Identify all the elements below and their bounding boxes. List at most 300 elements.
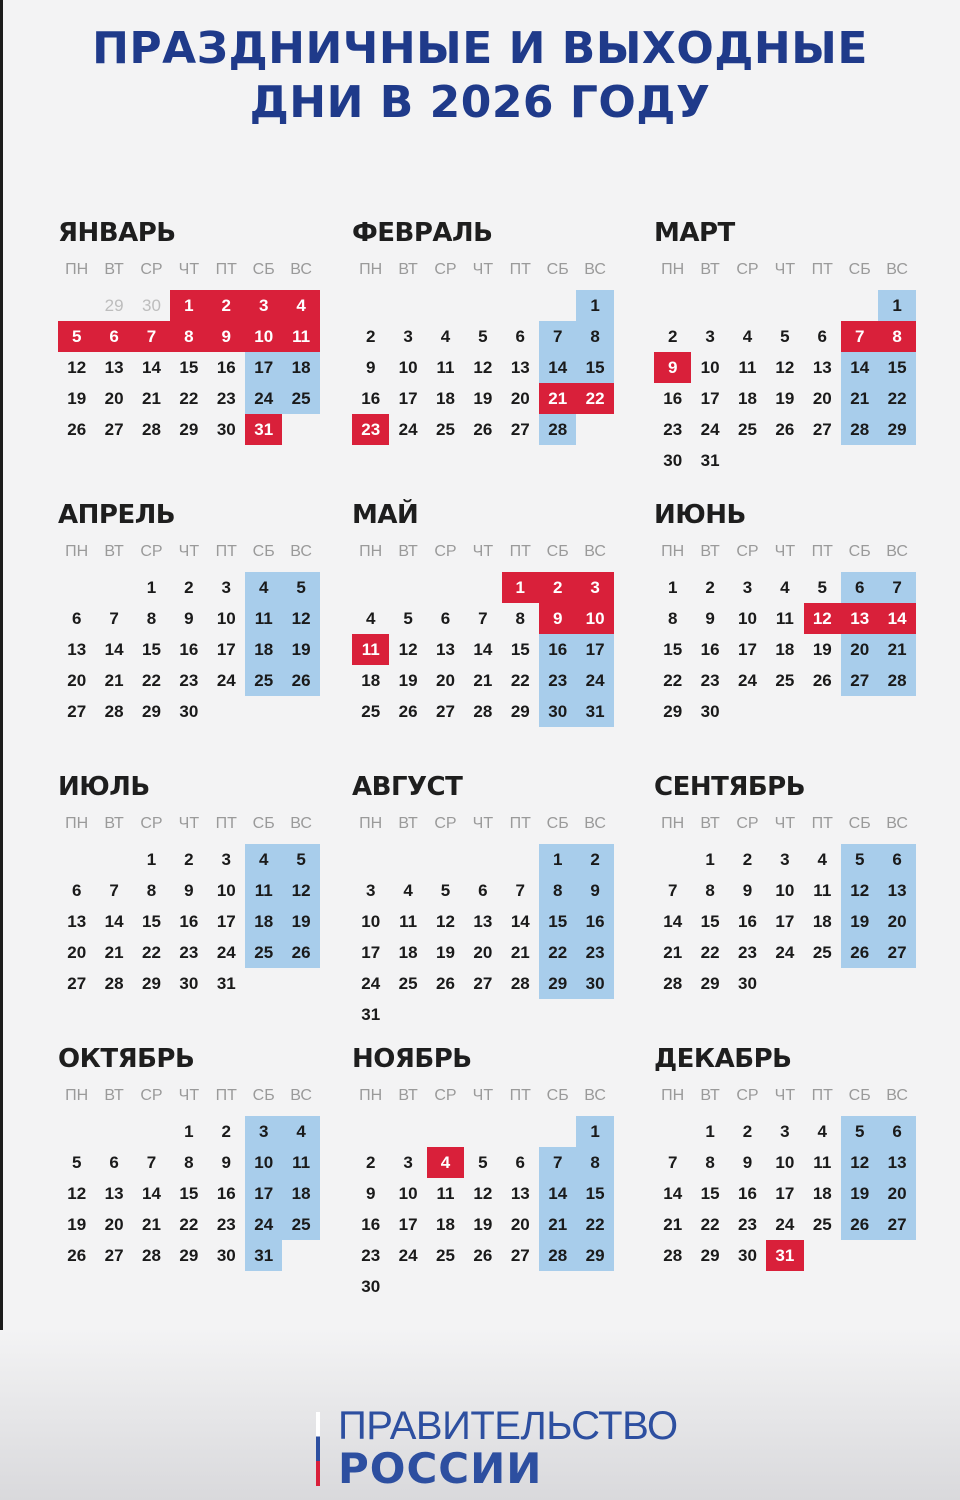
day: 19	[67, 1215, 87, 1234]
day: 21	[663, 943, 683, 962]
page-title	[0, 22, 960, 130]
day: 22	[663, 671, 683, 690]
day: 10	[398, 358, 418, 377]
day: 21	[104, 671, 124, 690]
day: 21	[473, 671, 493, 690]
day: 14	[473, 640, 493, 659]
day: 29	[663, 702, 683, 721]
weekend-day: 22	[878, 383, 915, 414]
weekend-day: 10	[245, 1147, 282, 1178]
weekday-label: ВС	[886, 1087, 908, 1104]
weekend-day: 26	[282, 937, 319, 968]
day: 31	[700, 451, 720, 470]
day: 16	[738, 1184, 757, 1203]
weekend-day: 8	[576, 1147, 613, 1178]
day: 23	[179, 943, 199, 962]
day: 21	[104, 943, 124, 962]
day: 29	[142, 702, 161, 721]
weekday-label: ПТ	[215, 261, 237, 278]
day: 24	[216, 671, 236, 690]
day: 18	[738, 389, 757, 408]
holiday-day: 9	[208, 321, 245, 352]
day: 3	[221, 578, 232, 597]
day: 9	[184, 881, 194, 900]
day: 15	[142, 912, 161, 931]
day: 28	[663, 974, 683, 993]
month-name: МАРТ	[654, 218, 735, 248]
day: 20	[67, 943, 87, 962]
holiday-day: 5	[58, 321, 95, 352]
weekday-label: ВС	[584, 261, 606, 278]
day: 11	[436, 1184, 455, 1203]
weekday-label: СР	[736, 543, 759, 560]
weekend-day: 25	[245, 937, 282, 968]
day: 25	[812, 943, 832, 962]
weekday-label: ПТ	[215, 1087, 237, 1104]
day: 1	[146, 578, 157, 597]
day: 16	[361, 389, 381, 408]
day: 30	[738, 1246, 757, 1265]
holiday-day: 8	[170, 321, 207, 352]
weekend-day: 12	[282, 875, 319, 906]
day: 7	[478, 609, 488, 628]
weekday-label: СБ	[252, 543, 275, 560]
holiday-day: 10	[576, 603, 613, 634]
weekday-label: ВС	[290, 1087, 312, 1104]
day: 15	[179, 1184, 199, 1203]
day: 14	[663, 1184, 683, 1203]
weekend-day: 24	[576, 665, 613, 696]
holiday-day: 9	[539, 603, 576, 634]
day: 14	[510, 912, 530, 931]
day: 4	[365, 609, 376, 628]
holiday-day: 14	[878, 603, 915, 634]
day: 29	[700, 1246, 720, 1265]
day: 26	[812, 671, 832, 690]
weekend-day: 11	[282, 1147, 319, 1178]
day: 20	[510, 389, 530, 408]
weekday-label: ВТ	[104, 543, 124, 560]
weekend-day: 20	[878, 1178, 915, 1209]
day: 28	[473, 702, 493, 721]
day: 19	[775, 389, 795, 408]
weekend-day: 27	[841, 665, 878, 696]
weekend-day: 4	[282, 1116, 319, 1147]
weekday-label: ВТ	[398, 815, 418, 832]
day: 3	[705, 327, 715, 346]
day: 27	[436, 702, 455, 721]
weekday-label: СБ	[252, 1087, 275, 1104]
day: 30	[216, 420, 236, 439]
day: 27	[67, 702, 87, 721]
day: 28	[104, 974, 124, 993]
holiday-day: 1	[502, 572, 539, 603]
weekday-label: СР	[140, 1087, 163, 1104]
day: 2	[184, 850, 194, 869]
day: 10	[775, 881, 795, 900]
weekday-label: СБ	[848, 543, 871, 560]
day: 19	[67, 389, 87, 408]
day: 10	[398, 1184, 418, 1203]
day: 17	[775, 1184, 795, 1203]
day: 29	[142, 974, 161, 993]
weekend-day: 12	[282, 603, 319, 634]
day: 8	[515, 609, 526, 628]
weekend-day: 1	[576, 1116, 613, 1147]
day: 19	[398, 671, 418, 690]
weekend-day: 22	[576, 1209, 613, 1240]
weekday-label: ПТ	[811, 1087, 833, 1104]
weekend-day: 14	[539, 1178, 576, 1209]
day: 3	[403, 327, 413, 346]
weekday-label: СР	[140, 261, 163, 278]
day: 30	[179, 974, 199, 993]
day: 25	[361, 702, 381, 721]
day: 16	[216, 358, 236, 377]
weekend-day: 15	[539, 906, 576, 937]
logo-line-2: РОССИИ	[338, 1444, 543, 1493]
day: 11	[399, 912, 418, 931]
holiday-day: 13	[841, 603, 878, 634]
weekday-label: СБ	[252, 261, 275, 278]
day: 30	[179, 702, 199, 721]
weekday-label: ПН	[359, 1087, 383, 1104]
day: 22	[179, 1215, 199, 1234]
day: 9	[365, 1184, 376, 1203]
day: 6	[515, 1153, 526, 1172]
day: 21	[510, 943, 530, 962]
day: 13	[812, 358, 832, 377]
weekday-label: ВС	[290, 543, 312, 560]
weekend-day: 26	[841, 937, 878, 968]
weekend-day: 23	[539, 665, 576, 696]
day: 2	[365, 1153, 376, 1172]
day: 16	[663, 389, 683, 408]
weekend-day: 15	[576, 1178, 613, 1209]
day: 9	[365, 358, 376, 377]
weekend-day: 11	[245, 875, 282, 906]
day: 28	[142, 420, 161, 439]
day: 18	[398, 943, 418, 962]
weekend-day: 19	[841, 1178, 878, 1209]
weekday-label: ВС	[584, 815, 606, 832]
weekend-day: 15	[576, 352, 613, 383]
day: 17	[216, 640, 236, 659]
weekend-day: 13	[878, 875, 915, 906]
day: 27	[104, 420, 124, 439]
weekday-label: ПТ	[509, 261, 531, 278]
month-name: ОКТЯБРЬ	[58, 1044, 195, 1074]
weekday-label: ВТ	[104, 261, 124, 278]
weekend-day: 27	[878, 1209, 915, 1240]
day: 21	[663, 1215, 683, 1234]
day: 8	[667, 609, 678, 628]
weekend-day: 4	[245, 572, 282, 603]
day: 18	[361, 671, 381, 690]
weekend-day: 18	[245, 634, 282, 665]
weekend-day: 3	[245, 1116, 282, 1147]
day: 13	[473, 912, 493, 931]
day: 12	[775, 358, 795, 377]
weekend-day: 6	[878, 844, 915, 875]
day: 4	[817, 850, 828, 869]
weekend-day: 21	[841, 383, 878, 414]
weekday-label: ЧТ	[774, 261, 796, 278]
weekend-day: 7	[539, 1147, 576, 1178]
weekend-day: 19	[282, 634, 319, 665]
weekday-label: ПТ	[509, 1087, 531, 1104]
weekend-day: 14	[539, 352, 576, 383]
holiday-day: 8	[878, 321, 915, 352]
day: 28	[104, 702, 124, 721]
holiday-day: 22	[576, 383, 613, 414]
day: 5	[780, 327, 790, 346]
day: 6	[817, 327, 828, 346]
title-line-1: ПРАЗДНИЧНЫЕ И ВЫХОДНЫЕ	[92, 23, 868, 74]
day: 22	[179, 389, 199, 408]
weekday-label: СР	[140, 815, 163, 832]
day: 3	[365, 881, 376, 900]
weekday-label: ВТ	[700, 815, 720, 832]
day: 30	[216, 1246, 236, 1265]
day: 6	[109, 1153, 119, 1172]
day: 13	[436, 640, 455, 659]
month-name: НОЯБРЬ	[352, 1044, 472, 1074]
weekend-day: 26	[282, 665, 319, 696]
day: 2	[742, 850, 753, 869]
weekend-day: 21	[878, 634, 915, 665]
day: 3	[403, 1153, 413, 1172]
day: 7	[667, 1153, 678, 1172]
day: 12	[398, 640, 418, 659]
day: 12	[473, 358, 493, 377]
day: 16	[361, 1215, 381, 1234]
day: 26	[775, 420, 795, 439]
weekday-label: СБ	[848, 1087, 871, 1104]
weekday-label: ВТ	[700, 1087, 720, 1104]
weekend-day: 8	[576, 321, 613, 352]
weekday-label: ВТ	[398, 1087, 418, 1104]
day: 9	[184, 609, 194, 628]
holiday-day: 9	[654, 352, 691, 383]
day: 29	[510, 702, 530, 721]
weekday-label: ПН	[661, 815, 685, 832]
day: 29	[179, 1246, 199, 1265]
weekday-label: ЧТ	[178, 543, 200, 560]
weekend-day: 28	[539, 1240, 576, 1271]
weekday-label: ВТ	[398, 543, 418, 560]
day: 12	[67, 358, 87, 377]
month-name: МАЙ	[352, 500, 419, 530]
day: 25	[398, 974, 418, 993]
holiday-day: 3	[245, 290, 282, 321]
day: 9	[705, 609, 715, 628]
day: 18	[812, 1184, 832, 1203]
day: 6	[440, 609, 451, 628]
day: 5	[817, 578, 828, 597]
weekday-label: ПН	[661, 261, 685, 278]
day: 25	[738, 420, 757, 439]
weekday-label: ЧТ	[774, 543, 796, 560]
weekday-label: ВТ	[104, 815, 124, 832]
month-name: ИЮЛЬ	[58, 772, 150, 802]
day: 20	[510, 1215, 530, 1234]
weekday-label: ПН	[65, 261, 89, 278]
day: 12	[436, 912, 455, 931]
day: 19	[473, 1215, 493, 1234]
day: 16	[700, 640, 720, 659]
weekday-label: ПН	[65, 815, 89, 832]
weekday-label: ПН	[661, 1087, 685, 1104]
day: 3	[780, 850, 790, 869]
weekend-day: 21	[539, 1209, 576, 1240]
weekday-label: ЧТ	[472, 1087, 494, 1104]
day: 13	[510, 358, 530, 377]
weekday-label: СБ	[252, 815, 275, 832]
weekday-label: ЧТ	[178, 261, 200, 278]
day: 1	[667, 578, 678, 597]
day: 7	[109, 609, 119, 628]
holiday-day: 21	[539, 383, 576, 414]
day: 17	[361, 943, 381, 962]
day: 2	[705, 578, 715, 597]
day: 14	[663, 912, 683, 931]
day: 18	[436, 389, 455, 408]
day: 22	[510, 671, 530, 690]
day: 6	[515, 327, 526, 346]
day: 8	[146, 609, 157, 628]
day: 13	[104, 1184, 124, 1203]
day: 12	[473, 1184, 493, 1203]
weekday-label: ЧТ	[178, 815, 200, 832]
day: 14	[104, 640, 124, 659]
holiday-day: 3	[576, 572, 613, 603]
prev-month-day: 30	[142, 296, 161, 315]
prev-month-day: 29	[104, 296, 124, 315]
weekday-label: ВС	[886, 261, 908, 278]
day: 11	[813, 881, 832, 900]
day: 9	[742, 1153, 753, 1172]
weekday-label: ПТ	[509, 543, 531, 560]
day: 25	[436, 1246, 455, 1265]
weekday-label: ЧТ	[472, 543, 494, 560]
weekend-day: 30	[576, 968, 613, 999]
weekday-label: СБ	[546, 815, 569, 832]
weekday-label: ПН	[65, 1087, 89, 1104]
month-name: ФЕВРАЛЬ	[352, 218, 493, 248]
weekday-label: ПН	[359, 261, 383, 278]
weekday-label: СБ	[546, 543, 569, 560]
holiday-day: 11	[352, 634, 389, 665]
day: 10	[361, 912, 381, 931]
weekday-label: СБ	[848, 815, 871, 832]
weekday-label: СР	[434, 261, 457, 278]
day: 15	[700, 912, 720, 931]
day: 26	[398, 702, 418, 721]
day: 6	[478, 881, 488, 900]
month-name: АВГУСТ	[352, 772, 463, 802]
weekday-label: ВС	[290, 261, 312, 278]
day: 27	[104, 1246, 124, 1265]
day: 24	[775, 943, 795, 962]
weekday-label: СР	[434, 1087, 457, 1104]
day: 15	[663, 640, 683, 659]
day: 5	[478, 1153, 488, 1172]
day: 26	[67, 1246, 87, 1265]
weekend-day: 6	[841, 572, 878, 603]
weekday-label: ВС	[886, 815, 908, 832]
holiday-day: 2	[208, 290, 245, 321]
day: 7	[146, 1153, 157, 1172]
day: 2	[667, 327, 678, 346]
weekday-label: СР	[736, 1087, 759, 1104]
day: 15	[700, 1184, 720, 1203]
day: 28	[142, 1246, 161, 1265]
day: 7	[667, 881, 678, 900]
weekday-label: ПН	[661, 543, 685, 560]
day: 2	[742, 1122, 753, 1141]
day: 20	[473, 943, 493, 962]
day: 27	[473, 974, 493, 993]
day: 23	[361, 1246, 381, 1265]
weekend-day: 25	[282, 383, 319, 414]
weekend-day: 25	[282, 1209, 319, 1240]
day: 10	[216, 881, 236, 900]
weekend-day: 29	[539, 968, 576, 999]
day: 23	[738, 1215, 757, 1234]
weekend-day: 11	[245, 603, 282, 634]
weekday-label: СР	[434, 543, 457, 560]
day: 15	[510, 640, 530, 659]
day: 7	[109, 881, 119, 900]
day: 1	[705, 850, 715, 869]
day: 12	[67, 1184, 87, 1203]
weekday-label: ПТ	[215, 815, 237, 832]
day: 28	[663, 1246, 683, 1265]
day: 26	[67, 420, 87, 439]
weekday-label: ПТ	[811, 543, 833, 560]
day: 5	[71, 1153, 82, 1172]
weekend-day: 7	[878, 572, 915, 603]
weekday-label: СБ	[848, 261, 871, 278]
day: 29	[179, 420, 199, 439]
weekend-day: 25	[245, 665, 282, 696]
weekday-label: ВТ	[700, 543, 720, 560]
weekend-day: 30	[539, 696, 576, 727]
day: 7	[515, 881, 526, 900]
holiday-day: 4	[427, 1147, 464, 1178]
day: 6	[71, 881, 82, 900]
day: 24	[216, 943, 236, 962]
weekday-label: ПТ	[811, 815, 833, 832]
day: 17	[738, 640, 757, 659]
day: 23	[216, 1215, 236, 1234]
weekend-day: 19	[282, 906, 319, 937]
holiday-day: 11	[282, 321, 319, 352]
day: 1	[184, 1122, 194, 1141]
day: 26	[436, 974, 455, 993]
day: 5	[403, 609, 413, 628]
day: 3	[780, 1122, 790, 1141]
day: 4	[403, 881, 413, 900]
weekday-label: ВС	[584, 543, 606, 560]
day: 30	[361, 1277, 381, 1296]
day: 9	[221, 1153, 232, 1172]
weekday-label: СБ	[546, 261, 569, 278]
day: 18	[812, 912, 832, 931]
day: 20	[67, 671, 87, 690]
day: 6	[71, 609, 82, 628]
